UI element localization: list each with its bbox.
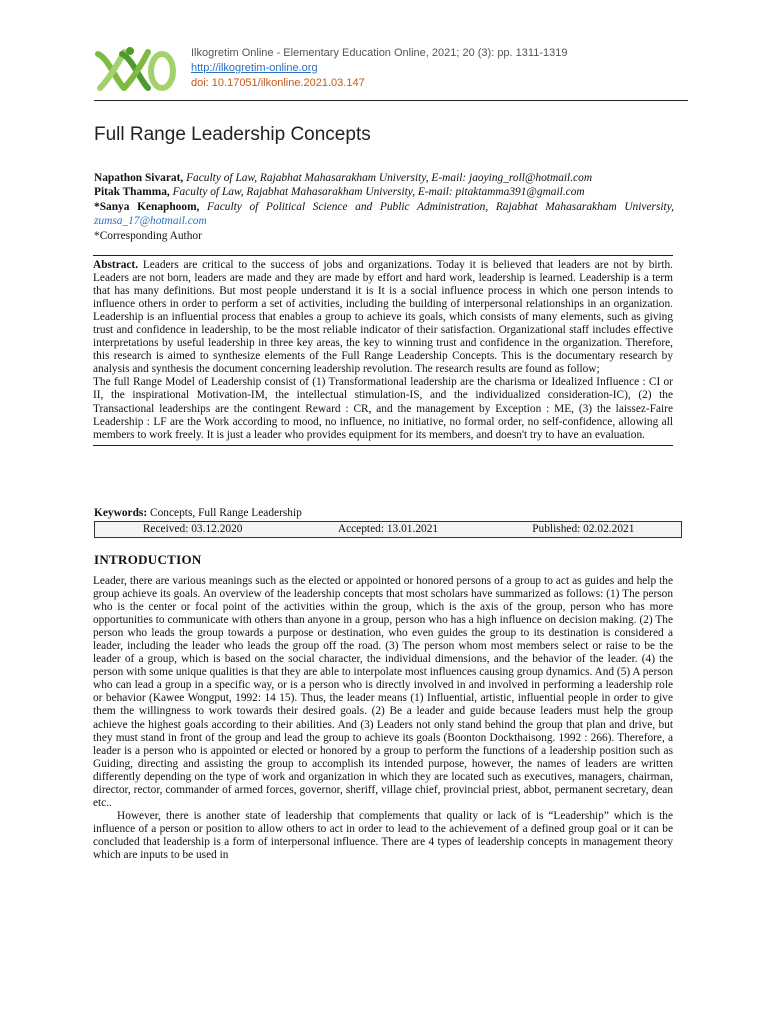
keywords-line: [94, 507, 302, 519]
author-affiliation: Faculty of Law, Rajabhat Mahasarakham University, E-mail: jaoying_roll@hotmail.com: [183, 172, 593, 184]
author-line: [94, 185, 674, 199]
abstract-paragraph: [93, 259, 673, 376]
author-affiliation: Faculty of Political Science and Public Administration, Rajabhat Mahasarakham University,: [199, 200, 674, 213]
abstract-label: Abstract.: [93, 259, 139, 271]
section-heading-introduction: INTRODUCTION: [94, 552, 202, 567]
author-line: [94, 200, 674, 229]
author-block: [94, 171, 674, 243]
abstract-box: [93, 255, 673, 446]
journal-citation: Ilkogretim Online - Elementary Education Online, 2021; 20 (3): pp. 1311-1319: [191, 47, 568, 59]
author-name: Pitak Thamma,: [94, 186, 170, 199]
body-paragraph: However, there is another state of leadership that complements that quality or lack of is “Leadership” which is the influence of a person or position to allow others to act in order to lead to the achievement of a defined group goal or it can be concluded that leadership is a form of interpersonal influence. There are 4 types of leadership concepts in management theory which are inputs to be used in: [93, 809, 673, 861]
abstract-text: Leaders are critical to the success of jobs and organizations. Today it is believed that leaders are not by birth. Leaders are not born, leaders are made and they are made by effort and hard work, leadership is learned. Leadership is a term that has many definitions. But most people understand it is It is a social influence process in which one person intends to influence others in order to perform a set of activities, including the building of interpersonal relationships in an organization. Leadership is an influential process that enables a group to achieve its goals, which consists of many elements, such as giving trust and confidence in leadership, to be the most reliable indicator of their satisfaction. Organizational staff includes effective interpretations by useful leadership in three key areas, the key to winning trust and confidence in the organization. Therefore, this research is aimed to synthesize elements of the Full Range Leadership Concepts. This is the documentary research by analysis and synthesis the document concerning leadership revolution. The research results are found as follow;: [93, 259, 673, 376]
introduction-body: [93, 575, 673, 862]
author-email-link[interactable]: zumsa_17@hotmail.com: [94, 215, 207, 228]
corresponding-author-note: *Corresponding Author: [94, 229, 202, 242]
journal-header: [191, 46, 567, 91]
body-paragraph: Leader, there are various meanings such as the elected or appointed or honored persons of a group to act as guides and help the group achieve its goals. An overview of the leadership concepts that most scholars have summarized as follows: (1) The person who is the center or focal point of the activities within the group, which is the axis of the group, person who has more opportunities to communicate with others than anyone in a group, person who has a high influence on decision making. (2) The person who leads the group towards a purpose or destination, who even guides the group to its destination is considered a leader, including the leader who leads the group off the road. (3) The person whom most members select or raise to be the leader of a group, which is based on the social character, the individual dimensions, and the behavior of the leader. (4) the person with some unique qualities is that they are able to interpolate most influences causing group dynamics. And (5) A person who can lead a group in a specific way, or is a person who is directly involved in and involved in performing a leadership role or behavior (Kawee Wongput, 1992: 14 15). Thus, the leader means (1) Influential, artistic, influential people in order to give them the willingness to work towards their desired goals. (2) Be a leader and guide because leaders must help the group achieve the highest goals according to their abilities. And (3) Leaders not only stand behind the group that plan and drive, but they must stand in front of the group and lead the group to achieve its goals (Boonton Dockthaisong. 1992 : 266). Therefore, a leader is a person who is appointed or elected or honored by a group to perform the functions of a leadership position such as Guiding, directing and assisting the group to accomplish its intended purpose, however, the names of leaders are written differently depending on the type of work and organization in which they are located such as executives, managers, chairman, director, rector, commander of armed forces, governor, sheriff, village chief, provincial priest, abbot, permanent secretary, dean etc..: [93, 575, 673, 809]
journal-logo-icon: [94, 44, 176, 94]
journal-url-link[interactable]: http://ilkogretim-online.org: [191, 62, 318, 74]
paper-title: Full Range Leadership Concepts: [94, 124, 371, 145]
abstract-results: The full Range Model of Leadership consist of (1) Transformational leadership are the charisma or Idealized Influence : CI or II, the inspirational Motivation-IM, the intellectual stimulation-IS, and the individualized consideration-IC), (2) the Transactional leaderships are the contingent Reward : CR, and the management by Exception : ME, (3) the laissez-Faire Leadership : LF are the Work according to mood, no influence, no initiative, no formal order, no self-confidence, allowing all members to work freely. It is just a leader who provides equipment for its members, and doesn't try to have an evaluation.: [93, 376, 673, 441]
received-date: Received: 03.12.2020: [142, 523, 243, 535]
author-affiliation: Faculty of Law, Rajabhat Mahasarakham University, E-mail: pitaktamma391@gmail.com: [169, 186, 585, 199]
published-date: Published: 02.02.2021: [532, 523, 635, 535]
publication-dates-bar: [94, 521, 682, 538]
author-name: Napathon Sivarat,: [94, 172, 184, 184]
doi-link[interactable]: doi: 10.17051/ilkonline.2021.03.147: [191, 77, 365, 89]
author-line: [94, 171, 674, 185]
keywords-text: Concepts, Full Range Leadership: [147, 507, 302, 519]
header-divider: [94, 100, 688, 101]
keywords-label: Keywords:: [94, 507, 148, 519]
author-name: *Sanya Kenaphoom,: [94, 200, 200, 213]
accepted-date: Accepted: 13.01.2021: [337, 523, 439, 535]
